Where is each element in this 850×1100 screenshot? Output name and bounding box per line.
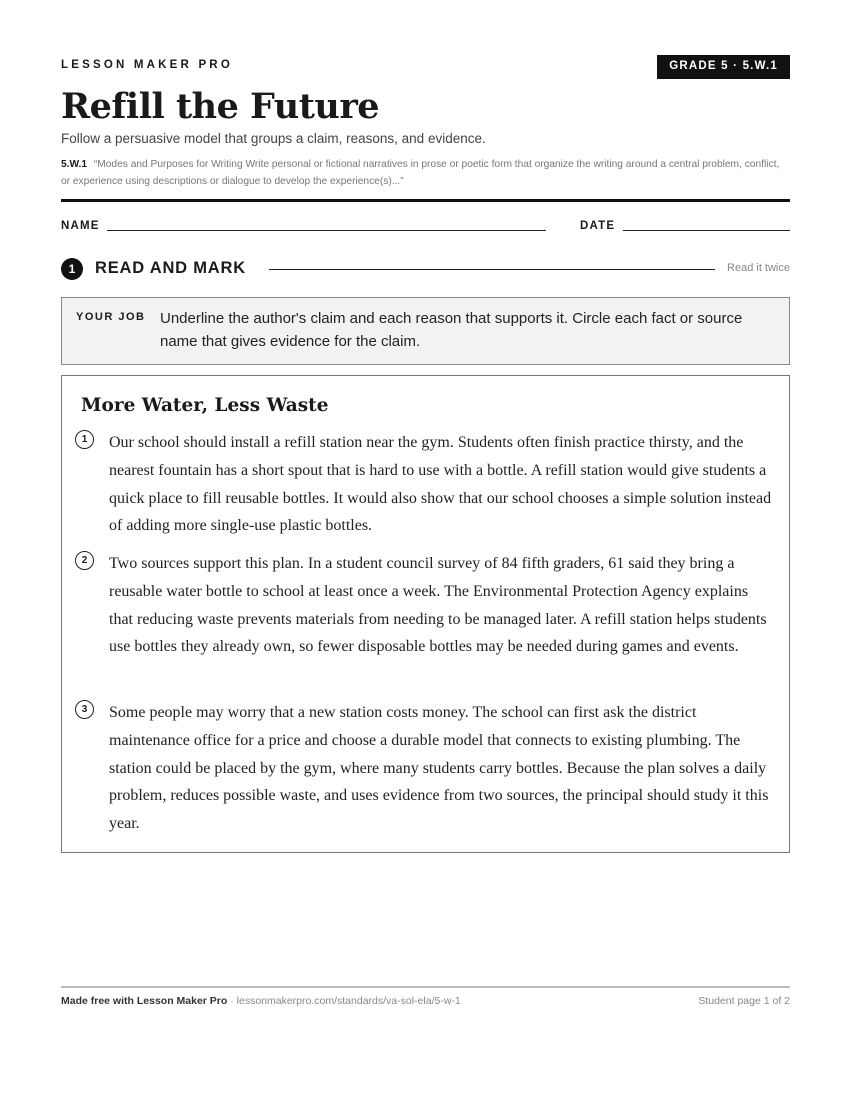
date-field-line[interactable] [623,230,790,231]
brand-name: LESSON MAKER PRO [61,59,233,71]
standard-text: “Modes and Purposes for Writing Write personal or fictional narratives in prose or poetic form that organize the writing around a central problem, conflict, or experience using descriptions or dialogue to develop the experience(s)...” [61,159,780,187]
footer-made-with: Made free with Lesson Maker Pro [61,995,228,1007]
footer-credit [61,995,461,1007]
standard-description [61,156,790,190]
your-job-label: YOUR JOB [76,311,146,323]
name-label: NAME [61,220,100,232]
paragraph-number: 2 [75,551,94,570]
name-date-row [61,220,790,234]
section-header [61,257,790,281]
footer-page-number: Student page 1 of 2 [698,995,790,1007]
your-job-box [61,297,790,365]
page-subtitle: Follow a persuasive model that groups a claim, reasons, and evidence. [61,131,486,146]
standard-code: 5.W.1 [61,159,88,170]
name-field-line[interactable] [107,230,546,231]
section-title: READ AND MARK [95,259,246,277]
paragraph-text: Some people may worry that a new station costs money. The school can first ask the district maintenance office for a price and choose a durable model that connects to existing plumbing. The station could be placed by the gym, where many students carry bottles. Because the plan solves a daily problem, reduces possible waste, and uses evidence from two sources, the principal should study it this year. [109,704,769,833]
section-number-badge: 1 [61,258,83,280]
section-note: Read it twice [727,262,790,274]
passage-title: More Water, Less Waste [81,395,329,416]
paragraph-number: 1 [75,430,94,449]
footer-divider [61,986,790,988]
header-divider [61,199,790,202]
paragraph-text: Two sources support this plan. In a student council survey of 84 fifth graders, 61 said they bring a reusable water bottle to school at least once a week. The Environmental Protection Agency explains that reducing waste prevents materials from needing to be managed later. A refill station helps students use bottles they already own, so fewer disposable bottles may be needed during games and events. [109,555,767,656]
reading-passage [61,375,790,853]
page-title: Refill the Future [61,86,380,127]
date-label: DATE [580,220,616,232]
section-rule [269,269,715,270]
your-job-text: Underline the author's claim and each reason that supports it. Circle each fact or source name that gives evidence for the claim. [160,310,743,350]
footer-url[interactable]: · lessonmakerpro.com/standards/va-sol-ela/5-w-1 [230,995,461,1007]
paragraph-text: Our school should install a refill station near the gym. Students often finish practice thirsty, and the nearest fountain has a short spout that is hard to use with a bottle. A refill station would give students a quick place to fill reusable bottles. It would also show that our school chooses a simple solution instead of adding more single-use plastic bottles. [109,434,772,535]
grade-badge: GRADE 5 · 5.W.1 [657,55,790,79]
paragraph-number: 3 [75,700,94,719]
